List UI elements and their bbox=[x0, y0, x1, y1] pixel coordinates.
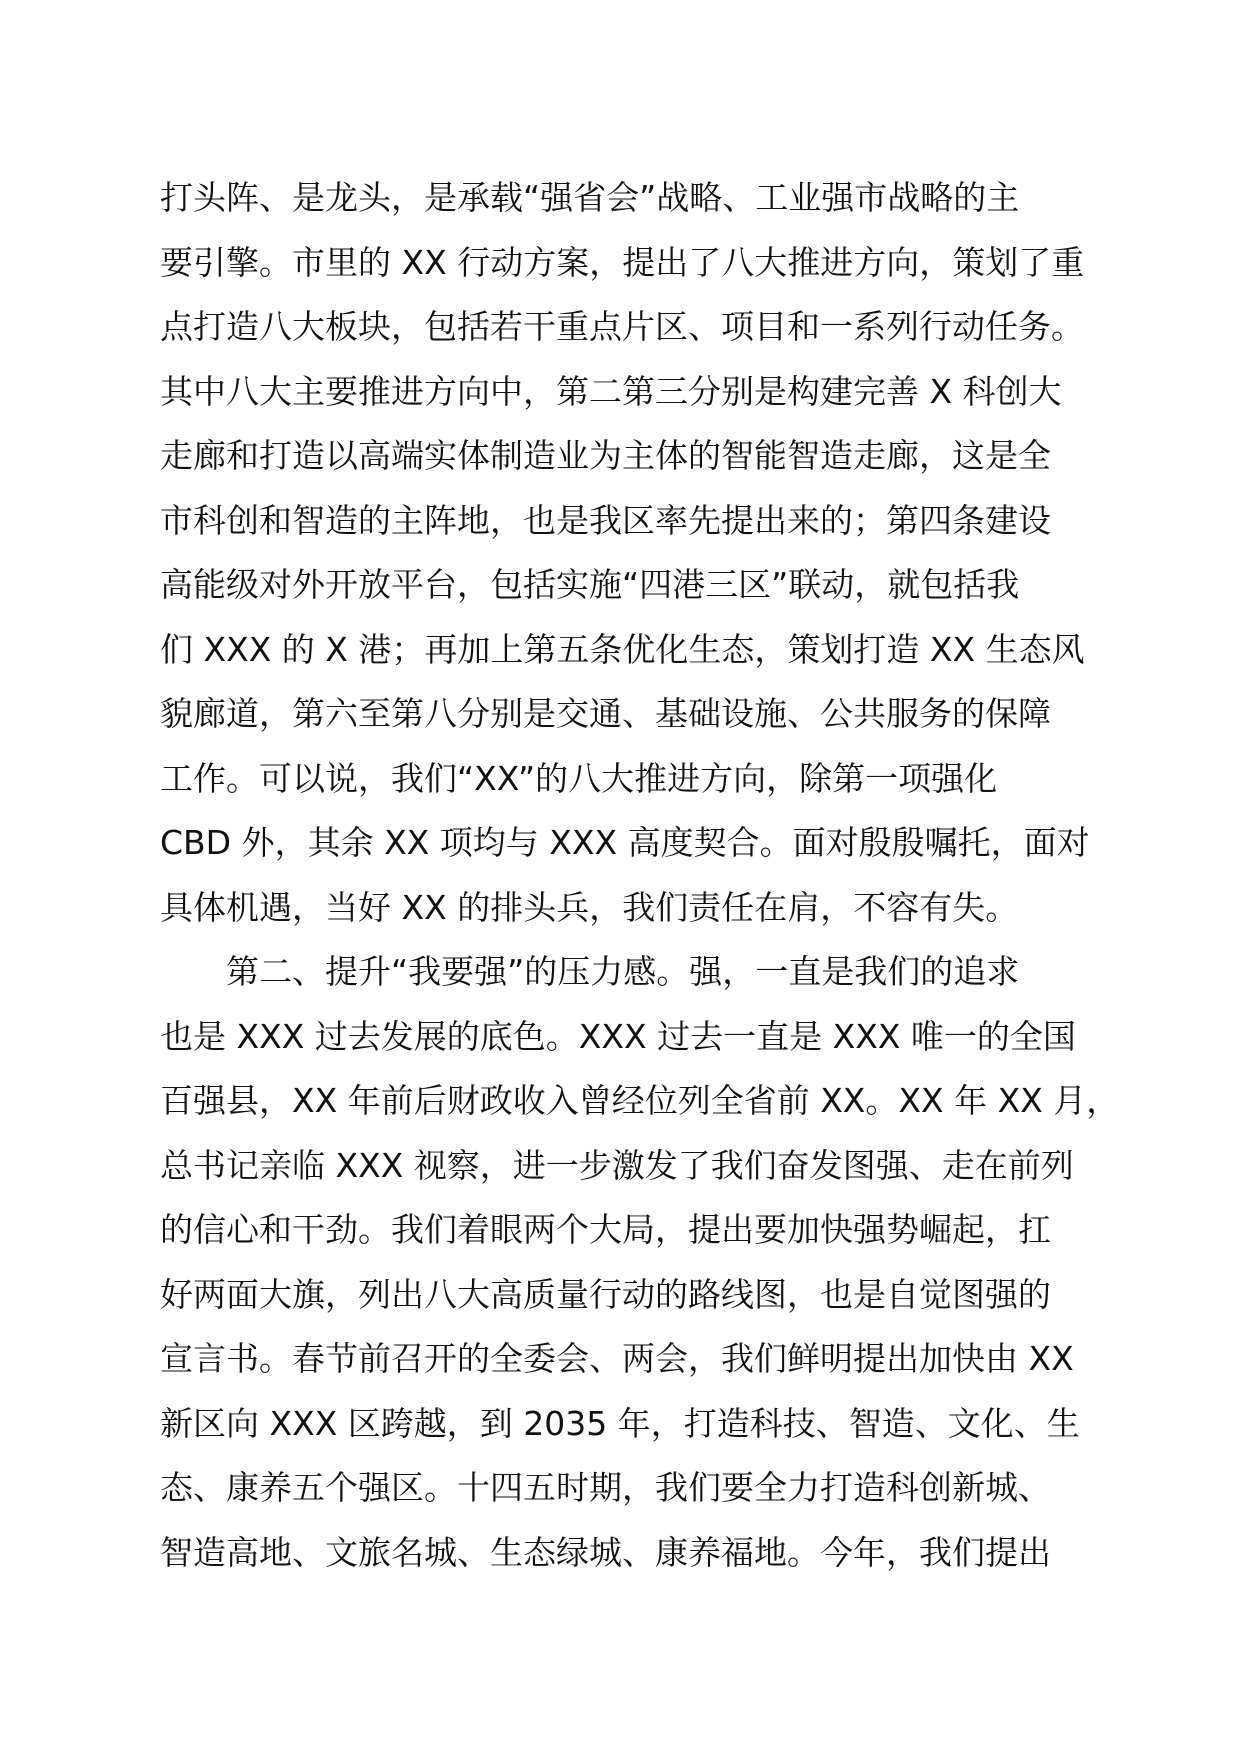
text-line: 高能级对外开放平台，包括实施“四港三区”联动，就包括我 bbox=[160, 565, 1020, 604]
text-line: 的信心和干劲。我们着眼两个大局，提出要加快强势崛起，扛 bbox=[160, 1210, 1051, 1249]
text-line: 具体机遇，当好 XX 的排头兵，我们责任在肩，不容有失。 bbox=[160, 887, 1019, 927]
text-line: 市科创和智造的主阵地，也是我区率先提出来的；第四条建设 bbox=[160, 500, 1051, 540]
text-line: 智造高地、文旅名城、生态绿城、康养福地。今年，我们提出 bbox=[160, 1532, 1051, 1572]
text-line: 总书记亲临 XXX 视察，进一步激发了我们奋发图强、走在前列 bbox=[160, 1145, 1074, 1185]
text-line: 要引擎。市里的 XX 行动方案，提出了八大推进方向，策划了重 bbox=[160, 242, 1085, 282]
text-line: 好两面大旗，列出八大高质量行动的路线图，也是自觉图强的 bbox=[160, 1274, 1051, 1314]
text-line: CBD 外，其余 XX 项均与 XXX 高度契合。面对殷殷嘱托，面对 bbox=[160, 823, 1090, 862]
document-body bbox=[160, 166, 1120, 1585]
text-line: 点打造八大板块，包括若干重点片区、项目和一系列行动任务。 bbox=[160, 307, 1084, 346]
text-line: 打头阵、是龙头，是承载“强省会”战略、工业强市战略的主 bbox=[160, 178, 1020, 217]
text-line: 其中八大主要推进方向中，第二第三分别是构建完善 X 科创大 bbox=[160, 371, 1062, 411]
text-line: 百强县，XX 年前后财政收入曾经位列全省前 XX。XX 年 XX 月， bbox=[160, 1081, 1120, 1120]
text-line: 们 XXX 的 X 港；再加上第五条优化生态，策划打造 XX 生态风 bbox=[160, 629, 1085, 669]
text-line: 也是 XXX 过去发展的底色。XXX 过去一直是 XXX 唯一的全国 bbox=[160, 1016, 1076, 1056]
text-line: 走廊和打造以高端实体制造业为主体的智能智造走廊，这是全 bbox=[160, 436, 1051, 475]
text-line: 工作。可以说，我们“XX”的八大推进方向，除第一项强化 bbox=[160, 758, 998, 798]
paragraph-start-line: 第二、提升“我要强”的压力感。强，一直是我们的追求 bbox=[226, 952, 1020, 991]
text-line: 态、康养五个强区。十四五时期，我们要全力打造科创新城、 bbox=[160, 1468, 1051, 1507]
text-line: 新区向 XXX 区跨越，到 2035 年，打造科技、智造、文化、生 bbox=[160, 1403, 1080, 1443]
text-line: 宣言书。春节前召开的全委会、两会，我们鲜明提出加快由 XX bbox=[160, 1339, 1074, 1378]
text-line: 貌廊道，第六至第八分别是交通、基础设施、公共服务的保障 bbox=[160, 694, 1051, 733]
